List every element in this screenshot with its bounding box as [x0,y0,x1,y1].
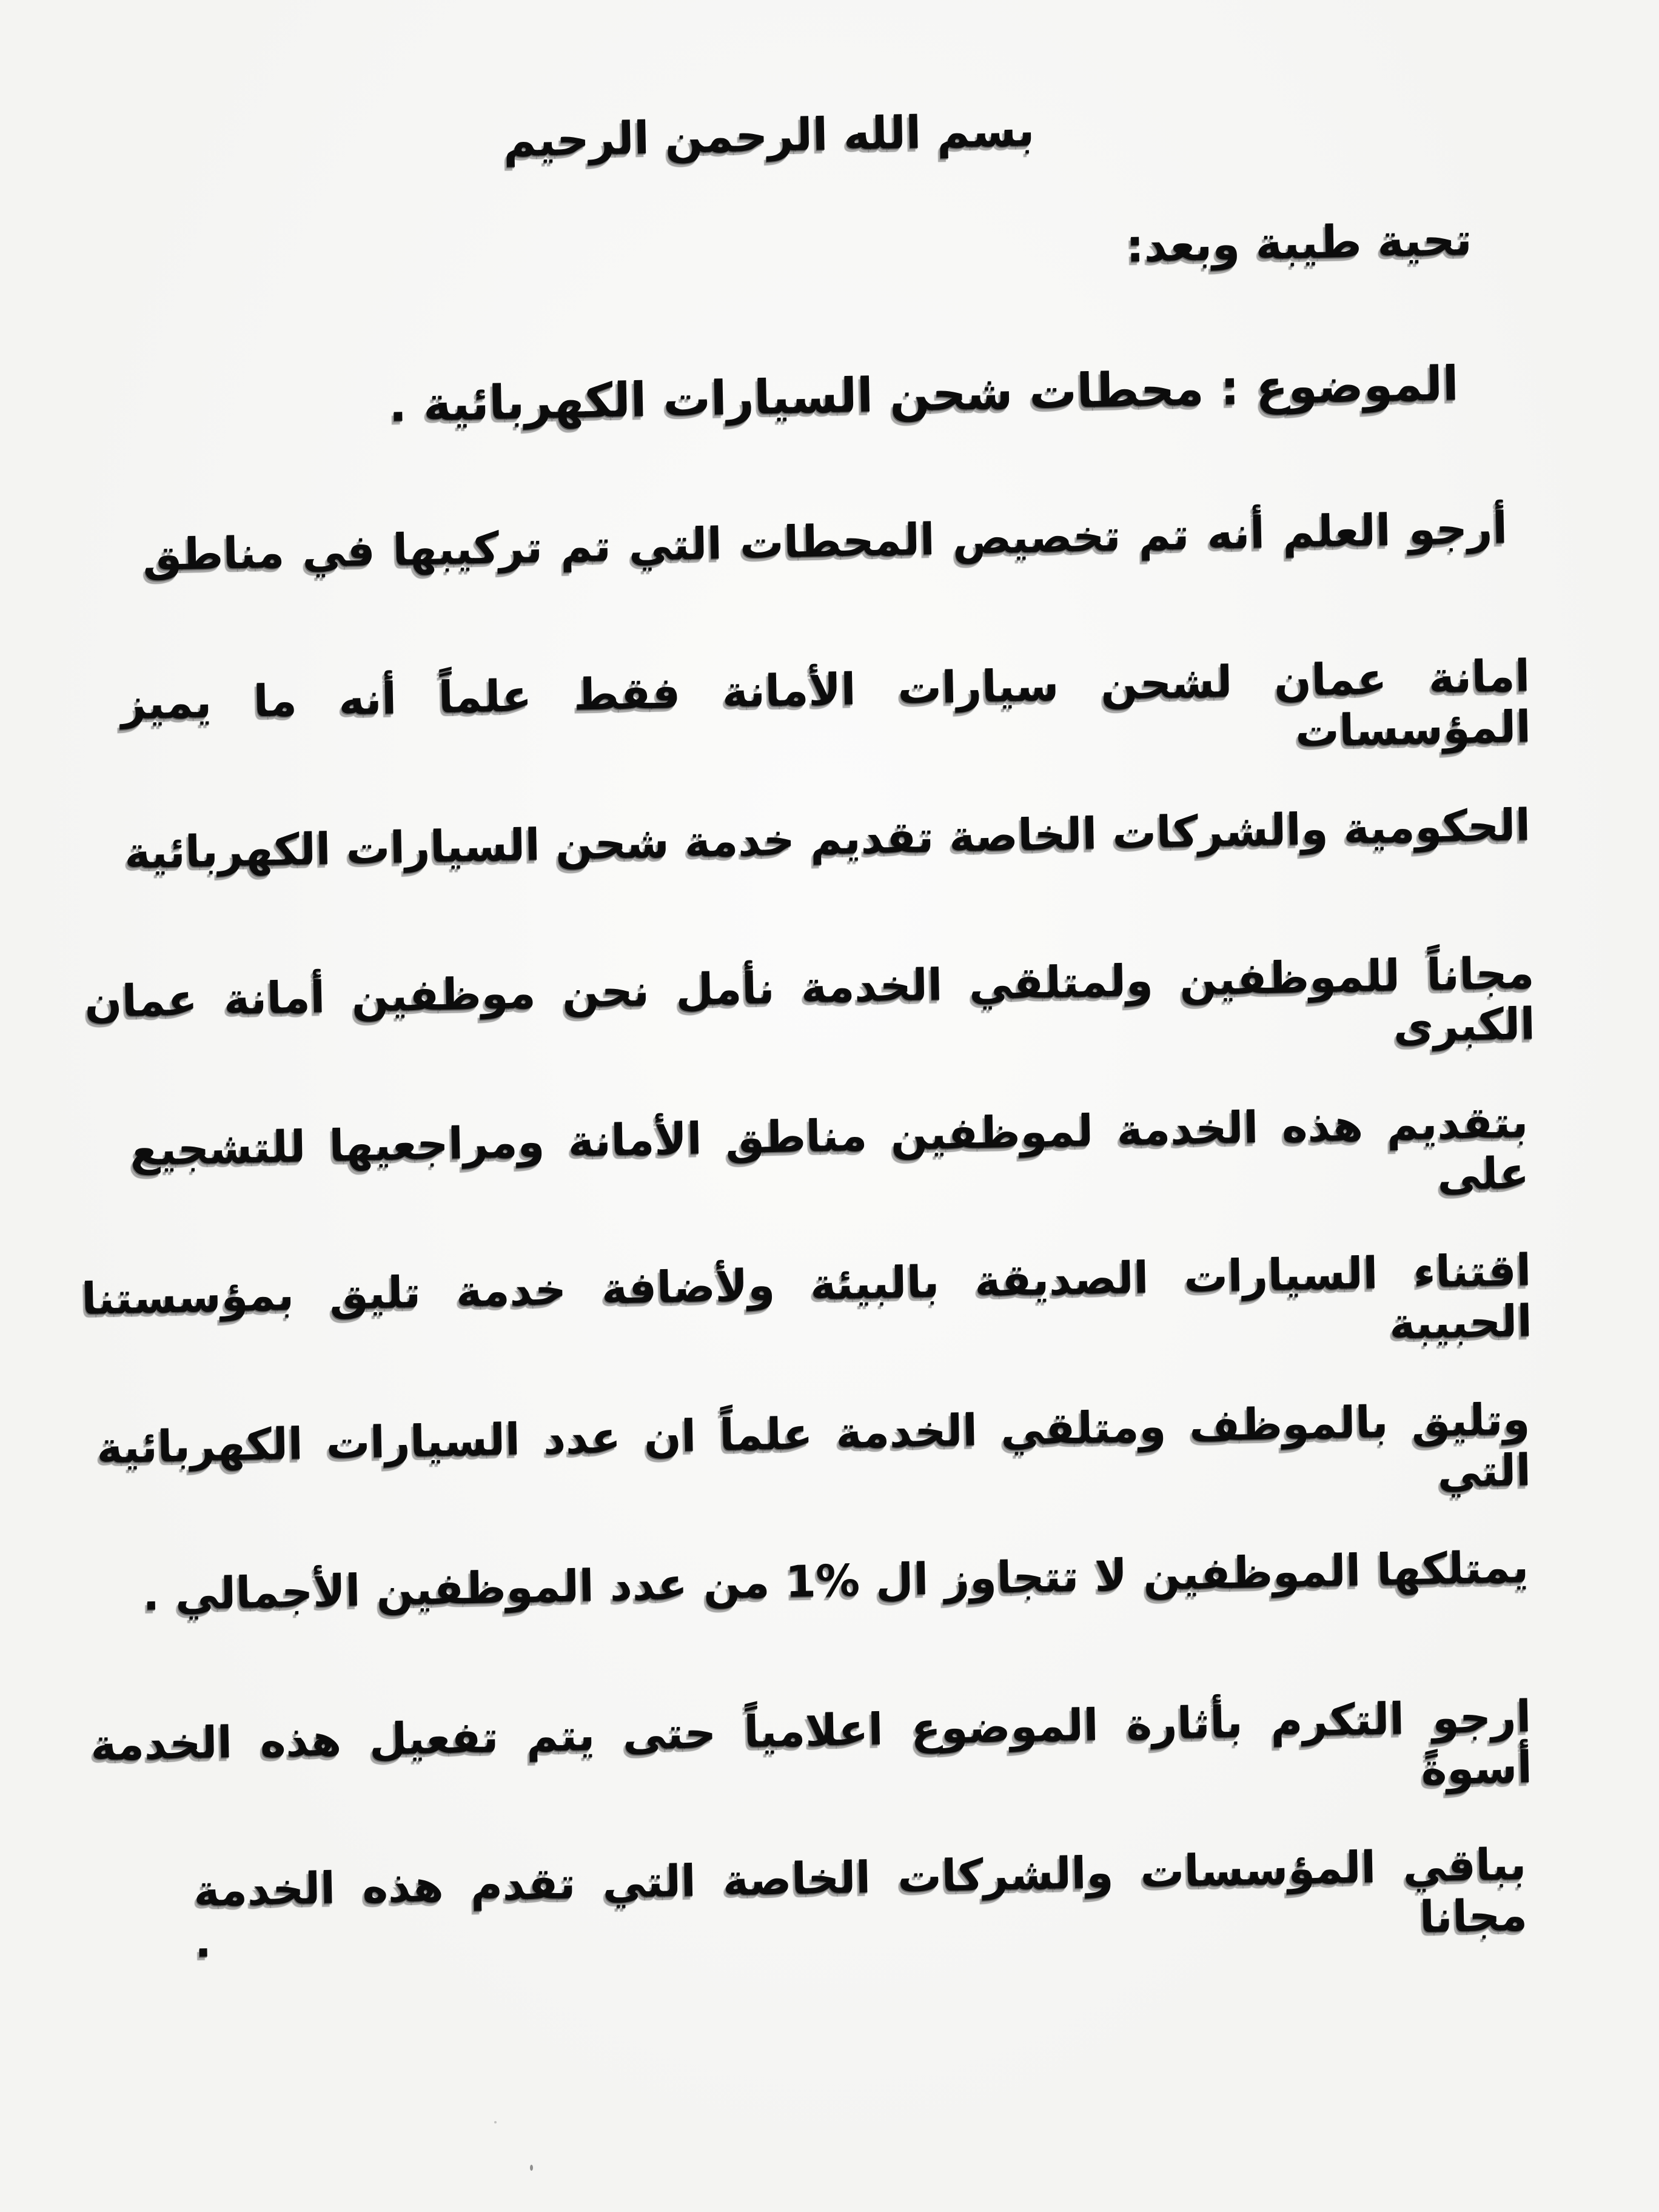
scan-speck [530,2165,533,2171]
scan-speck [494,2121,497,2123]
body-line: مجاناً للموظفين ولمتلقي الخدمة نأمل نحن موظفين أمانة عمان الكبرى [84,947,1536,1052]
body-line: بتقديم هذه الخدمة لموظفين مناطق الأمانة ومراجعيها للتشجيع على [129,1096,1530,1201]
body-line: ارجو التكرم بأثارة الموضوع اعلامياً حتى يتم تفعيل هذه الخدمة أسوةً [90,1691,1533,1795]
body-line: يمتلكها الموظفين لا تتجاوز ال %1 من عدد الموظفين الأجمالي . [142,1541,1529,1620]
body-line: الحكومية والشركات الخاصة تقديم خدمة شحن السيارات الكهربائية [124,799,1531,879]
body-line: بباقي المؤسسات والشركات الخاصة التي تقدم هذه الخدمة مجانا . [193,1838,1528,1968]
basmala-line: بسم الله الرحمن الرحيم [503,104,1035,167]
subject-line: الموضوع : محطات شحن السيارات الكهربائية . [388,357,1460,433]
greeting-line: تحية طيبة وبعد: [1125,213,1473,273]
body-line: وتليق بالموظف ومتلقي الخدمة علماً ان عدد السيارات الكهربائية التي [96,1393,1532,1498]
body-line: أرجو العلم أنه تم تخصيص المحطات التي تم تركيبها في مناطق [142,502,1508,581]
body-line: امانة عمان لشحن سيارات الأمانة فقط علماً أنه ما يميز المؤسسات [120,650,1532,757]
body-line: اقتناء السيارات الصديقة بالبيئة ولأضافة خدمة تليق بمؤسستنا الحبيبة [81,1244,1533,1349]
